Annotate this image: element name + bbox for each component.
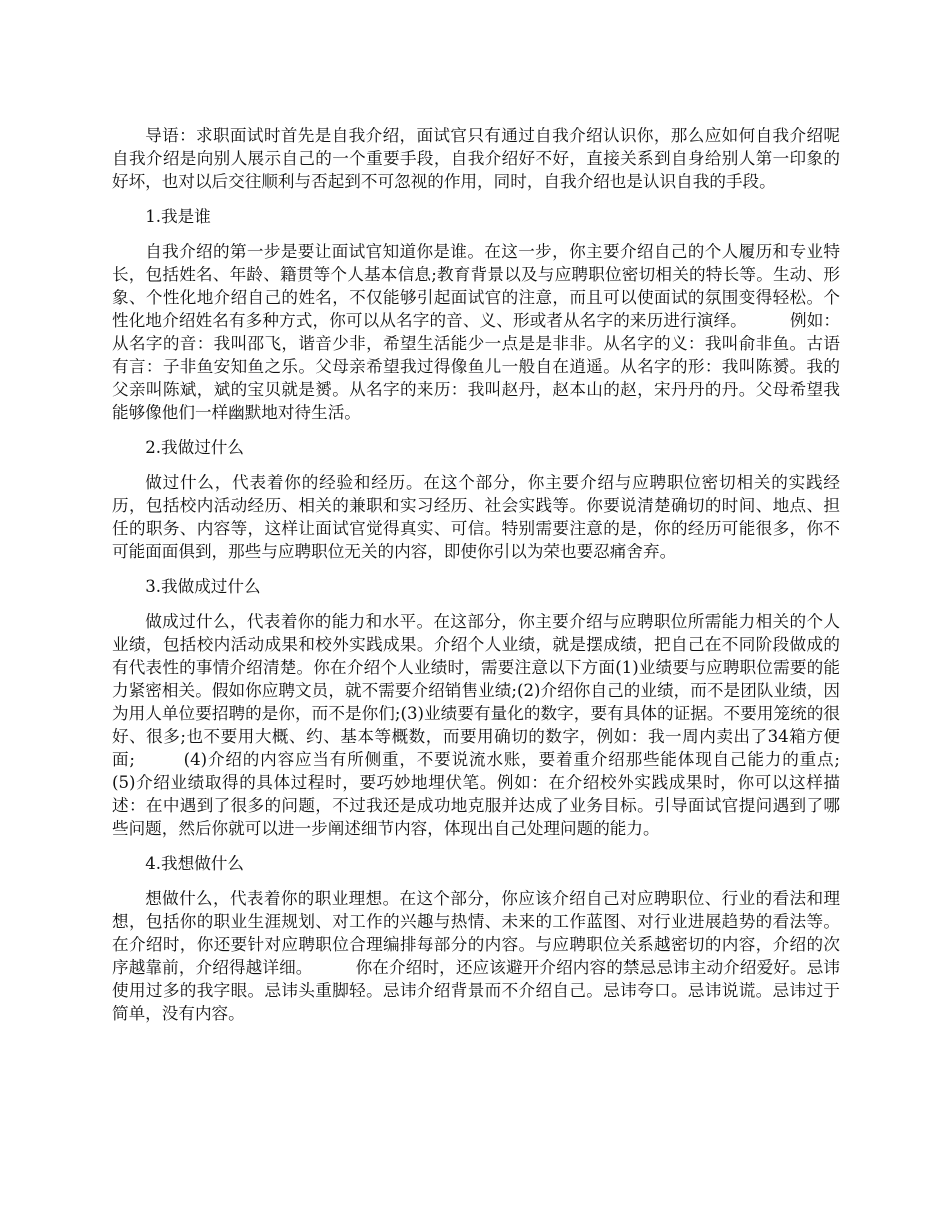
section-body-what-i-want: 想做什么，代表着你的职业理想。在这个部分，你应该介绍自己对应聘职位、行业的看法和理想，包括你的职业生涯规划、对工作的兴趣与热情、未来的工作蓝图、对行业进展趋势的看法等。在介绍时，你还要针对应聘职位合理编排每部分的内容。与应聘职位关系越密切的内容，介绍的次序越靠前，介绍得越详细。 你在介绍时，还应该避开介绍内容的禁忌忌讳主动介绍爱好。忌讳使用过多的我字眼。忌讳头重脚轻。忌讳介绍背景而不介绍自己。忌讳夸口。忌讳说谎。忌讳过于简单，没有内容。 [112,889,840,1023]
section-body-what-i-did: 做过什么，代表着你的经验和经历。在这个部分，你主要介绍与应聘职位密切相关的实践经历，包括校内活动经历、相关的兼职和实习经历、社会实践等。你要说清楚确切的时间、地点、担任的职务、内容等，这样让面试官觉得真实、可信。特别需要注意的是，你的经历可能很多，你不可能面面俱到，那些与应聘职位无关的内容，即使你引以为荣也要忍痛舍弃。 [112,473,840,561]
section-heading-what-i-want: 4.我想做什么 [145,854,244,873]
section-body-who-am-i: 自我介绍的第一步是要让面试官知道你是谁。在这一步，你主要介绍自己的个人履历和专业特长，包括姓名、年龄、籍贯等个人基本信息;教育背景以及与应聘职位密切相关的特长等。生动、形象、个性化地介绍自己的姓名，不仅能够引起面试官的注意，而且可以使面试的氛围变得轻松。个性化地介绍姓名有多种方式，你可以从名字的音、义、形或者从名字的来历进行演绎。 例如：从名字的音：我叫邵飞，谐音少非，希望生活能少一点是是非非。从名字的义：我叫俞非鱼。古语有言：子非鱼安知鱼之乐。父母亲希望我过得像鱼儿一般自在逍遥。从名字的形：我叫陈赟。我的父亲叫陈斌，斌的宝贝就是赟。从名字的来历：我叫赵丹，赵本山的赵，宋丹丹的丹。父母希望我能够像他们一样幽默地对待生活。 [112,242,840,422]
section-body-what-i-achieved: 做成过什么，代表着你的能力和水平。在这部分，你主要介绍与应聘职位所需能力相关的个人业绩，包括校内活动成果和校外实践成果。介绍个人业绩，就是摆成绩，把自己在不同阶段做成的有代表性的事情介绍清楚。你在介绍个人业绩时，需要注意以下方面(1)业绩要与应聘职位需要的能力紧密相关。假如你应聘文员，就不需要介绍销售业绩;(2)介绍你自己的业绩，而不是团队业绩，因为用人单位要招聘的是你，而不是你们;(3)业绩要有量化的数字，要有具体的证据。不要用笼统的很好、很多;也不要用大概、约、基本等概数，而要用确切的数字，例如：我一周内卖出了34箱方便面; (4)介绍的内容应当有所侧重，不要说流水账，要着重介绍那些能体现自己能力的重点; (5)介绍业绩取得的具体过程时，要巧妙地埋伏笔。例如：在介绍校外实践成果时，你可以这样描述：在中遇到了很多的问题，不过我还是成功地克服并达成了业务目标。引导面试官提问遇到了哪些问题，然后你就可以进一步阐述细节内容，体现出自己处理问题的能力。 [112,612,883,838]
section-heading-what-i-achieved: 3.我做成过什么 [145,577,261,596]
intro-paragraph: 导语：求职面试时首先是自我介绍，面试官只有通过自我介绍认识你，那么应如何自我介绍呢自我介绍是向别人展示自己的一个重要手段，自我介绍好不好，直接关系到自身给别人第一印象的好坏，也对以后交往顺利与否起到不可忽视的作用，同时，自我介绍也是认识自我的手段。 [112,126,840,191]
document-page [112,124,883,1025]
section-heading-who-am-i: 1.我是谁 [145,207,211,226]
section-heading-what-i-did: 2.我做过什么 [145,438,244,457]
